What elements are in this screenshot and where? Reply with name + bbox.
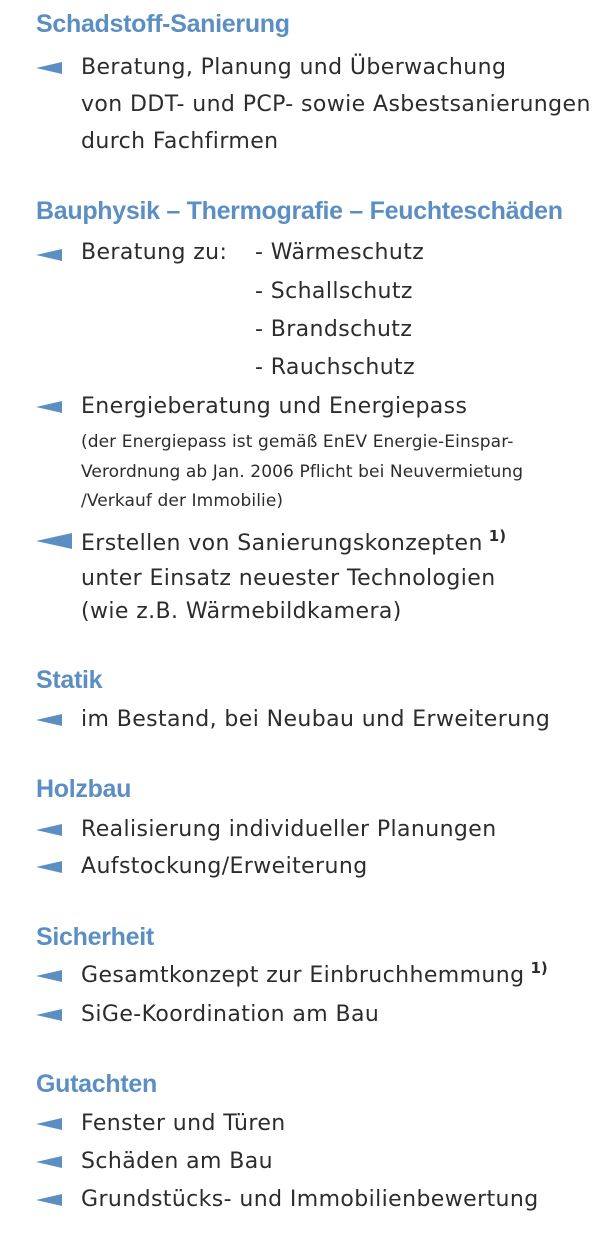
bauphysik-beratung-label: Beratung zu: — [81, 240, 228, 265]
heading-sicherheit: Sicherheit — [36, 923, 154, 951]
energieberatung-title: Energieberatung und Energiepass — [81, 394, 468, 419]
sicherheit-item-2: SiGe-Koordination am Bau — [81, 1002, 380, 1027]
sanierungskonzepte-line1: Erstellen von Sanierungskonzepten $^{1)}$ — [81, 527, 507, 556]
topic-waermeschutz: - Wärmeschutz — [255, 240, 425, 265]
topic-rauchschutz: - Rauchschutz — [255, 355, 416, 380]
gutachten-item-3: Grundstücks- und Immobilienbewertung — [81, 1187, 539, 1212]
bullet-icon — [36, 970, 62, 982]
gutachten-item-1: Fenster und Türen — [81, 1111, 286, 1136]
footnote-marker: 1) — [530, 959, 548, 977]
bullet-icon — [36, 249, 62, 261]
heading-holzbau: Holzbau — [36, 775, 132, 803]
heading-bauphysik: Bauphysik – Thermografie – Feuchteschäden — [36, 197, 563, 225]
topic-schallschutz: - Schallschutz — [255, 279, 413, 304]
holzbau-item-1: Realisierung individueller Planungen — [81, 817, 497, 842]
schadstoff-item-line3: durch Fachfirmen — [81, 129, 279, 154]
bullet-icon — [36, 1156, 62, 1168]
bullet-icon — [36, 861, 62, 873]
gutachten-item-2: Schäden am Bau — [81, 1149, 273, 1174]
energiepass-note-line3: /Verkauf der Immobilie) — [81, 491, 284, 511]
topic-brandschutz: - Brandschutz — [255, 317, 413, 342]
statik-item: im Bestand, bei Neubau und Erweiterung — [81, 707, 551, 732]
bullet-icon — [36, 1009, 62, 1021]
bullet-icon — [36, 824, 62, 836]
bullet-icon — [36, 714, 62, 726]
bullet-icon — [36, 533, 72, 549]
holzbau-item-2: Aufstockung/Erweiterung — [81, 854, 368, 879]
energiepass-note-line2: Verordnung ab Jan. 2006 Pflicht bei Neuvermietung — [81, 462, 524, 482]
bullet-icon — [36, 1118, 62, 1130]
bullet-icon — [36, 1194, 62, 1206]
sicherheit-item-1: Gesamtkonzept zur Einbruchhemmung $^{1)}$ — [81, 959, 548, 988]
sanierungskonzepte-line2: unter Einsatz neuester Technologien — [81, 566, 496, 591]
bullet-icon — [36, 62, 62, 74]
heading-gutachten: Gutachten — [36, 1070, 157, 1098]
sanierungskonzepte-line3: (wie z.B. Wärmebildkamera) — [81, 599, 402, 624]
schadstoff-item-line2: von DDT- und PCP- sowie Asbestsanierungen — [81, 92, 591, 117]
heading-schadstoff-sanierung: Schadstoff-Sanierung — [36, 10, 290, 38]
energiepass-note-line1: (der Energiepass ist gemäß EnEV Energie-Einspar- — [81, 432, 514, 452]
footnote-marker: 1) — [488, 527, 507, 545]
bullet-icon — [36, 401, 62, 413]
schadstoff-item-line1: Beratung, Planung und Überwachung — [81, 55, 507, 80]
heading-statik: Statik — [36, 666, 103, 694]
